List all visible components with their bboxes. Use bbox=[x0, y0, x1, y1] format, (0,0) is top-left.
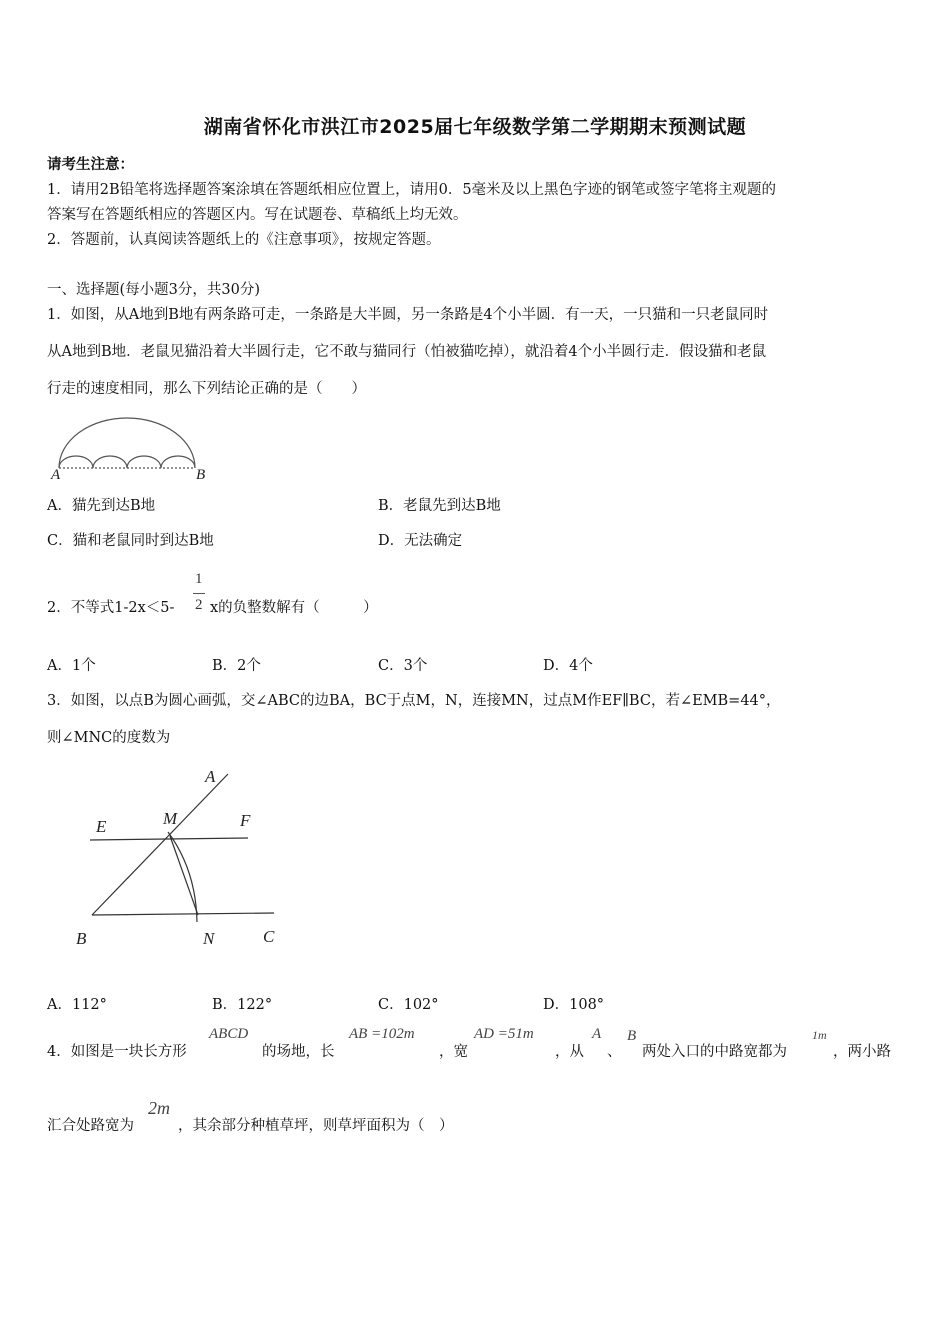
label-f: F bbox=[240, 811, 251, 830]
q4-math-1m: 1m bbox=[812, 1028, 827, 1042]
label-b: B bbox=[76, 929, 87, 948]
q3-option-d[interactable]: D．108° bbox=[543, 997, 605, 1013]
q4-text-4: ，从 bbox=[555, 1044, 584, 1060]
q4-math-ab: AB =102m bbox=[349, 1026, 415, 1042]
line-ef bbox=[90, 838, 248, 840]
label-e: E bbox=[96, 817, 107, 836]
q4-text-7: ，两小路 bbox=[833, 1044, 891, 1060]
label-m: M bbox=[163, 809, 178, 828]
section-heading: 一、选择题(每小题3分，共30分) bbox=[47, 282, 260, 298]
small-semicircles bbox=[59, 456, 195, 468]
q4-text-3: ，宽 bbox=[439, 1044, 468, 1060]
q1-option-c[interactable]: C．猫和老鼠同时到达B地 bbox=[47, 533, 214, 549]
q4-line-2b: ，其余部分种植草坪，则草坪面积为（ ） bbox=[178, 1118, 454, 1134]
label-a: A bbox=[205, 767, 216, 786]
q3-geometry-figure bbox=[70, 762, 290, 957]
q1-option-d[interactable]: D．无法确定 bbox=[378, 533, 463, 549]
q4-line-2a: 汇合处路宽为 bbox=[47, 1118, 134, 1134]
q4-math-2m: 2m bbox=[148, 1098, 170, 1118]
q3-line-1: 3．如图，以点B为圆心画弧，交∠ABC的边BA，BC于点M，N，连接MN，过点M作EF∥BC，若∠EMB=44°， bbox=[47, 693, 781, 709]
q2-text-before: 2．不等式1-2x＜5- bbox=[47, 600, 175, 616]
q4-text-1: 4．如图是一块长方形 bbox=[47, 1044, 187, 1060]
page-title: 湖南省怀化市洪江市2025届七年级数学第二学期期末预测试题 bbox=[203, 116, 747, 138]
q3-option-a[interactable]: A．112° bbox=[47, 997, 107, 1013]
q4-text-5: 、 bbox=[607, 1044, 622, 1060]
ray-ba bbox=[92, 774, 228, 915]
q3-line-2: 则∠MNC的度数为 bbox=[47, 730, 171, 746]
q1-line-3: 行走的速度相同，那么下列结论正确的是（ ） bbox=[47, 381, 366, 397]
q2-option-d[interactable]: D．4个 bbox=[543, 658, 593, 674]
q2-option-b[interactable]: B．2个 bbox=[212, 658, 261, 674]
label-n: N bbox=[203, 929, 215, 948]
q3-option-b[interactable]: B．122° bbox=[212, 997, 273, 1013]
label-b: B bbox=[196, 467, 206, 483]
q1-semicircle-figure bbox=[45, 408, 215, 484]
label-a: A bbox=[51, 467, 61, 483]
q3-option-c[interactable]: C．102° bbox=[378, 997, 439, 1013]
label-c: C bbox=[263, 927, 275, 946]
q2-text-after: x的负整数解有（ ） bbox=[210, 600, 378, 616]
notice-line-2: 答案写在答题纸相应的答题区内。写在试题卷、草稿纸上均无效。 bbox=[47, 207, 468, 223]
q1-option-a[interactable]: A．猫先到达B地 bbox=[47, 498, 156, 514]
q2-fraction-bar bbox=[193, 593, 205, 594]
segment-mn bbox=[170, 836, 198, 915]
ray-bc bbox=[92, 913, 274, 915]
q4-math-b: B bbox=[627, 1028, 637, 1044]
notice-line-3: 2．答题前，认真阅读答题纸上的《注意事项》，按规定答题。 bbox=[47, 232, 441, 248]
q4-math-ad: AD =51m bbox=[474, 1026, 534, 1042]
q2-option-a[interactable]: A．1个 bbox=[47, 658, 96, 674]
arc-mn bbox=[168, 832, 197, 922]
large-semicircle bbox=[59, 418, 195, 468]
q4-text-6: 两处入口的中路宽都为 bbox=[642, 1044, 787, 1060]
notice-line-1: 1．请用2B铅笔将选择题答案涂填在答题纸相应位置上，请用0．5毫米及以上黑色字迹的钢笔或签字笔将主观题的 bbox=[47, 182, 777, 198]
q1-line-1: 1．如图，从A地到B地有两条路可走，一条路是大半圆，另一条路是4个小半圆．有一天，一只猫和一只老鼠同时 bbox=[47, 307, 769, 323]
q4-math-a: A bbox=[592, 1026, 602, 1042]
q2-fraction-denominator: 2 bbox=[195, 597, 203, 613]
notice-heading: 请考生注意： bbox=[47, 156, 134, 173]
q4-math-abcd: ABCD bbox=[209, 1026, 249, 1042]
q2-option-c[interactable]: C．3个 bbox=[378, 658, 428, 674]
q2-fraction-numerator: 1 bbox=[195, 571, 203, 587]
q1-option-b[interactable]: B．老鼠先到达B地 bbox=[378, 498, 501, 514]
q4-text-2: 的场地，长 bbox=[262, 1044, 335, 1060]
q1-line-2: 从A地到B地．老鼠见猫沿着大半圆行走，它不敢与猫同行（怕被猫吃掉），就沿着4个小半圆行走．假设猫和老鼠 bbox=[47, 344, 767, 360]
